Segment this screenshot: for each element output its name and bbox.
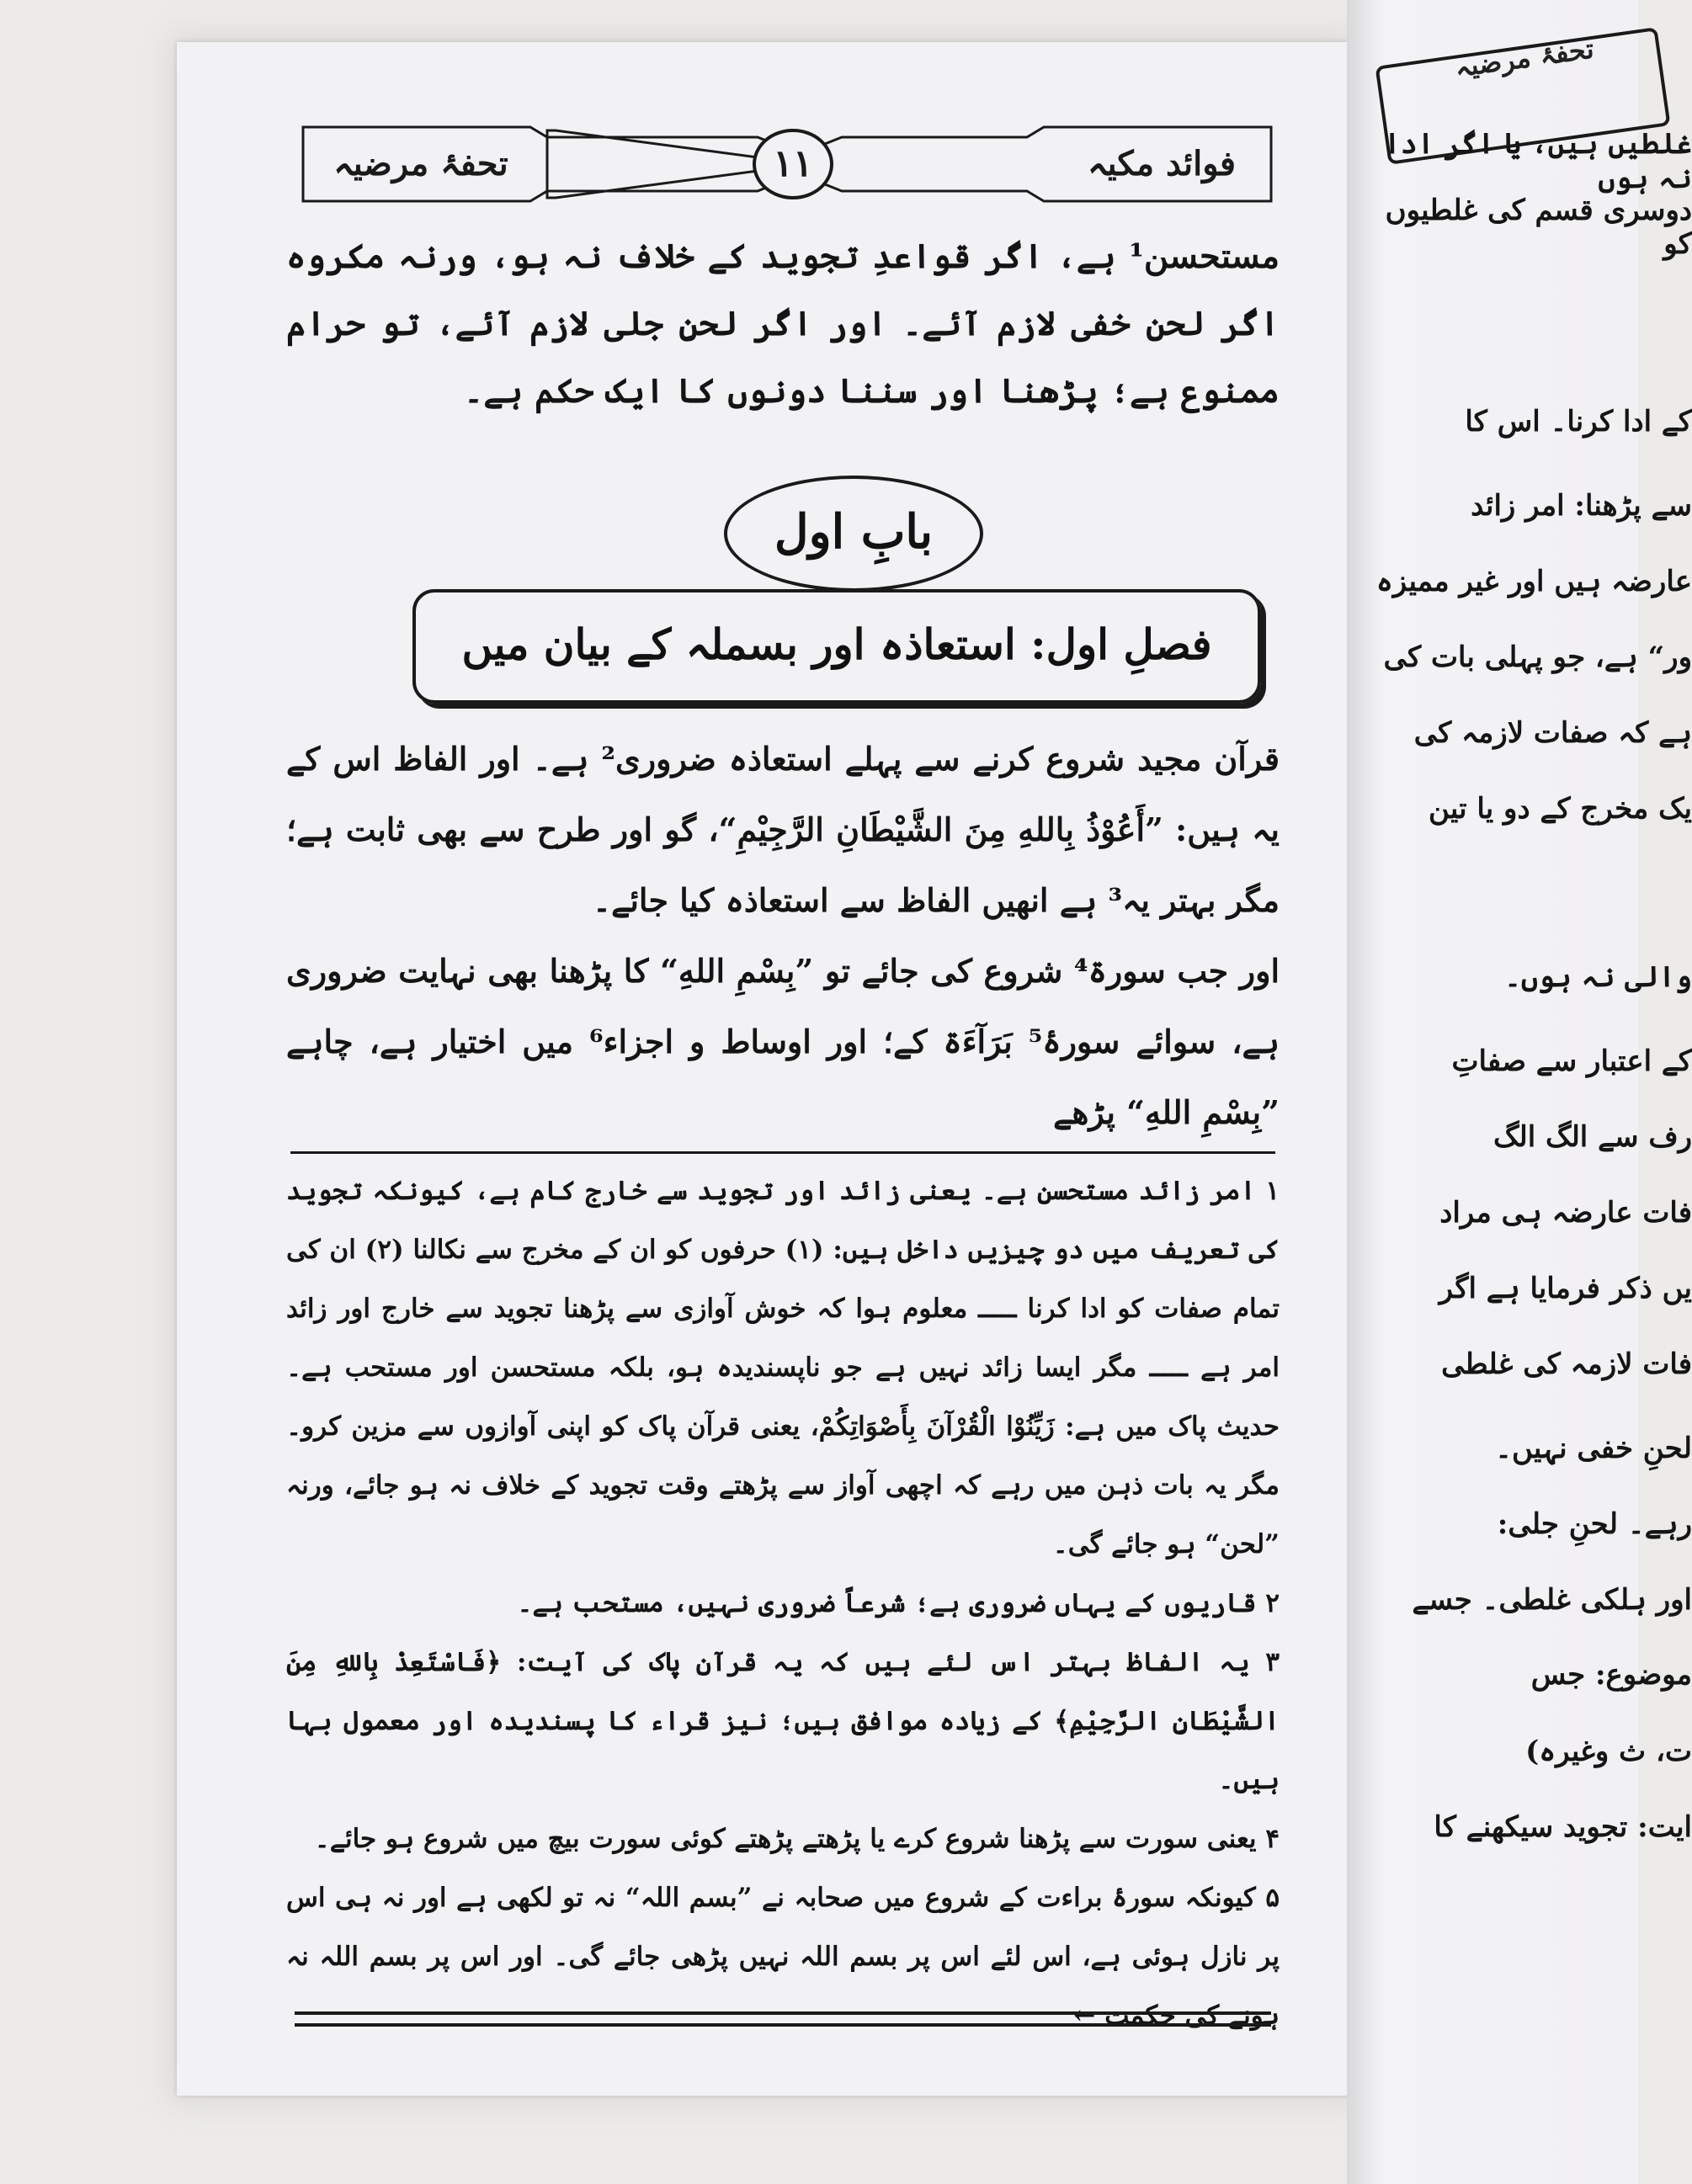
right-page-line: ور“ ہے، جو پہلی بات کی xyxy=(1383,640,1692,674)
footnote-1: ۱ امر زائد مستحسن ہے۔ یعنی زائد اور تجوید سے خارج کام ہے، کیونکہ تجوید کی تعریف میں دو چیزیں داخل ہیں: (۱) حرفوں کو ان کے مخرج سے نکالنا (۲) ان کی تمام صفات کو ادا کرنا ـــــ معلوم ہوا کہ خوش آوازی سے پڑھنا تجوید سے خارج اور زائد امر ہے ـــــ مگر ایسا زائد نہیں ہے جو ناپسندیدہ ہو، بلکہ مستحسن اور مستحب ہے۔ حدیث پاک میں ہے: زَيِّنُوْا الْقُرْآنَ بِأَصْوَاتِكُمْ، یعنی قرآن پاک کو اپنی آوازوں سے مزین کرو۔ مگر یہ بات ذہن میں رہے کہ اچھی آواز سے پڑھتے وقت تجوید کے خلاف نہ ہو جائے، ورنہ ”لحن“ ہو جائے گی۔ xyxy=(286,1176,1280,1560)
chapter-title: بابِ اول xyxy=(724,476,983,592)
main-body xyxy=(286,724,1280,1148)
footnote-3: ۳ یہ الفاظ بہتر اس لئے ہیں کہ یہ قرآن پاک کی آیت: ﴿فَاسْتَعِذْ بِاللهِ مِنَ الشَّيْطَانِ الرَّجِيْمِ﴾ کے زیادہ موافق ہیں؛ نیز قراء کا پسندیدہ اور معمول بہا ہیں۔ xyxy=(286,1647,1280,1795)
intro-paragraph: مستحسن¹ ہے، اگر قواعدِ تجوید کے خلاف نہ ہو، ورنہ مکروہ اگر لحن خفی لازم آئے۔ اور اگر لحنِ جلی لازم آئے، تو حرام ممنوع ہے؛ پڑھنا اور سننا دونوں کا ایک حکم ہے۔ xyxy=(286,236,1280,411)
page-header xyxy=(303,122,1280,206)
right-page-line: ایت: تجوید سیکھنے کا xyxy=(1434,1810,1692,1844)
right-page-line: رہے۔ لحنِ جلی: xyxy=(1497,1507,1692,1541)
body-paragraph-2: اور جب سورۃ⁴ شروع کی جائے تو ”بِسْمِ اللهِ“ کا پڑھنا بھی نہایت ضروری ہے، سوائے سورۂ⁵ بَرَآءَۃ کے؛ اور اوساط و اجزاء⁶ میں اختیار ہے، چاہے ”بِسْمِ اللهِ“ پڑھے xyxy=(286,952,1280,1131)
footnote-2: ۲ قاریوں کے یہاں ضروری ہے؛ شرعاً ضروری نہیں، مستحب ہے۔ xyxy=(517,1588,1280,1618)
footnote-4: ۴ یعنی سورت سے پڑھنا شروع کرے یا پڑھتے پڑھتے کوئی سورت بیچ میں شروع ہو جائے۔ xyxy=(314,1824,1280,1854)
header-book-title: فوائد مکیہ xyxy=(1088,144,1236,183)
footnote-5: ۵ کیونکہ سورۂ براءت کے شروع میں صحابہ نے ”بسم اللہ“ نہ تو لکھی ہے اور نہ ہی اس پر نازل ہوئی ہے، اس لئے اس پر بسم اللہ نہیں پڑھی جائے گی۔ اور اس پر بسم اللہ نہ ہونے کی حکمت ← xyxy=(286,1883,1280,2031)
book-page-right xyxy=(1347,0,1692,2184)
body-paragraph-1: قرآن مجید شروع کرنے سے پہلے استعاذہ ضروری² ہے۔ اور الفاظ اس کے یہ ہیں: ”أَعُوْذُ بِاللهِ مِنَ الشَّيْطَانِ الرَّجِيْمِ“، گو اور طرح سے بھی ثابت ہے؛ مگر بہتر یہ³ ہے انھیں الفاظ سے استعاذہ کیا جائے۔ xyxy=(286,740,1280,919)
right-page-line: عارضہ ہیں اور غیر ممیزہ xyxy=(1375,565,1692,598)
right-page-line: سے پڑھنا: امر زائد xyxy=(1471,489,1692,523)
section-title: فصلِ اول: استعاذہ اور بسملہ کے بیان میں xyxy=(412,589,1261,704)
right-page-line: دوسری قسم کی غلطیوں کو xyxy=(1385,194,1692,261)
header-series-title: تحفۂ مرضیہ xyxy=(333,144,508,183)
right-page-line: ت، ث وغیرہ) xyxy=(1525,1735,1692,1768)
right-page-line: لحنِ خفی نہیں۔ xyxy=(1495,1432,1692,1465)
right-page-line: اور ہلکی غلطی۔ جسے xyxy=(1412,1583,1692,1617)
right-page-line: غلطیں ہیں، یا اگر ادا نہ ہوں xyxy=(1383,127,1692,195)
right-page-line: والی نہ ہوں۔ xyxy=(1504,960,1692,994)
right-page-line: کے اعتبار سے صفاتِ xyxy=(1451,1044,1692,1078)
right-page-line: موضوع: جس xyxy=(1530,1658,1692,1692)
footnotes xyxy=(286,1161,1280,2045)
right-page-line: فات لازمہ کی غلطی xyxy=(1441,1347,1692,1381)
page-bottom-rule xyxy=(295,2011,1271,2027)
footnote-divider xyxy=(290,1151,1275,1154)
right-page-line: یں ذکر فرمایا ہے اگر xyxy=(1439,1272,1692,1305)
right-page-line: فات عارضہ ہی مراد xyxy=(1439,1196,1692,1230)
right-page-line: رف سے الگ الگ xyxy=(1492,1120,1692,1154)
right-page-line: یک مخرج کے دو یا تین xyxy=(1428,792,1692,826)
right-page-header-title: تحفۂ مرضیہ xyxy=(1452,32,1596,84)
book-page-left xyxy=(177,42,1364,2096)
page-number: ۱۱ xyxy=(773,142,813,185)
right-page-line: ہے کہ صفات لازمہ کی xyxy=(1413,716,1692,750)
right-page-line: کے ادا کرنا۔ اس کا xyxy=(1465,405,1692,438)
